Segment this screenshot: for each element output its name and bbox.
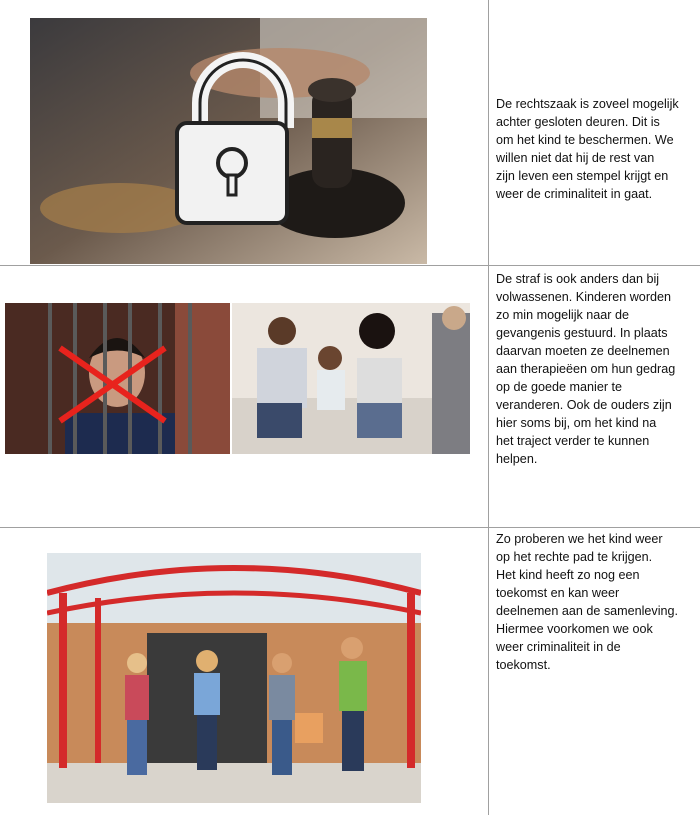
text-line: volwassenen. Kinderen worden <box>496 290 672 304</box>
table-row-divider <box>0 527 700 528</box>
family-therapy-image <box>232 303 470 454</box>
text-line: toekomst. <box>496 658 551 672</box>
text-line: het traject verder te kunnen <box>496 434 650 448</box>
text-line: Zo proberen we het kind weer <box>496 532 663 546</box>
text-line: Hiermee voorkomen we ook <box>496 622 653 636</box>
text-line: weer criminaliteit in de <box>496 640 621 654</box>
text-line: Het kind heeft zo nog een <box>496 568 640 582</box>
row-2-text <box>496 270 700 468</box>
child-behind-bars-image <box>5 303 230 454</box>
text-line: gevangenis gestuurd. In plaats <box>496 326 668 340</box>
table-row-divider <box>0 265 700 266</box>
text-line: zo min mogelijk naar de <box>496 308 629 322</box>
text-line: aan therapieëen om hun gedrag <box>496 362 676 376</box>
text-line: hier soms bij, om het kind na <box>496 416 657 430</box>
text-line: De rechtszaak is zoveel mogelijk <box>496 97 679 111</box>
text-line: De straf is ook anders dan bij <box>496 272 660 286</box>
text-line: achter gesloten deuren. Dit is <box>496 115 660 129</box>
text-line: daarvan moeten ze deelnemen <box>496 344 670 358</box>
text-line: om het kind te beschermen. We <box>496 133 674 147</box>
text-line: deelnemen aan de samenleving. <box>496 604 679 618</box>
text-line: zijn leven een stempel krijgt en <box>496 169 669 183</box>
school-children-image <box>47 553 421 803</box>
gavel-lock-image <box>30 18 427 264</box>
text-line: willen niet dat hij de rest van <box>496 151 655 165</box>
text-line: op het rechte pad te krijgen. <box>496 550 653 564</box>
text-line: helpen. <box>496 452 538 466</box>
text-line: veranderen. Ook de ouders zijn <box>496 398 672 412</box>
table-column-divider <box>488 0 489 815</box>
text-line: weer de criminaliteit in gaat. <box>496 187 653 201</box>
text-line: op de goede manier te <box>496 380 623 394</box>
row-3-text <box>496 530 700 674</box>
row-1-text <box>496 95 700 203</box>
text-line: toekomst en kan weer <box>496 586 620 600</box>
